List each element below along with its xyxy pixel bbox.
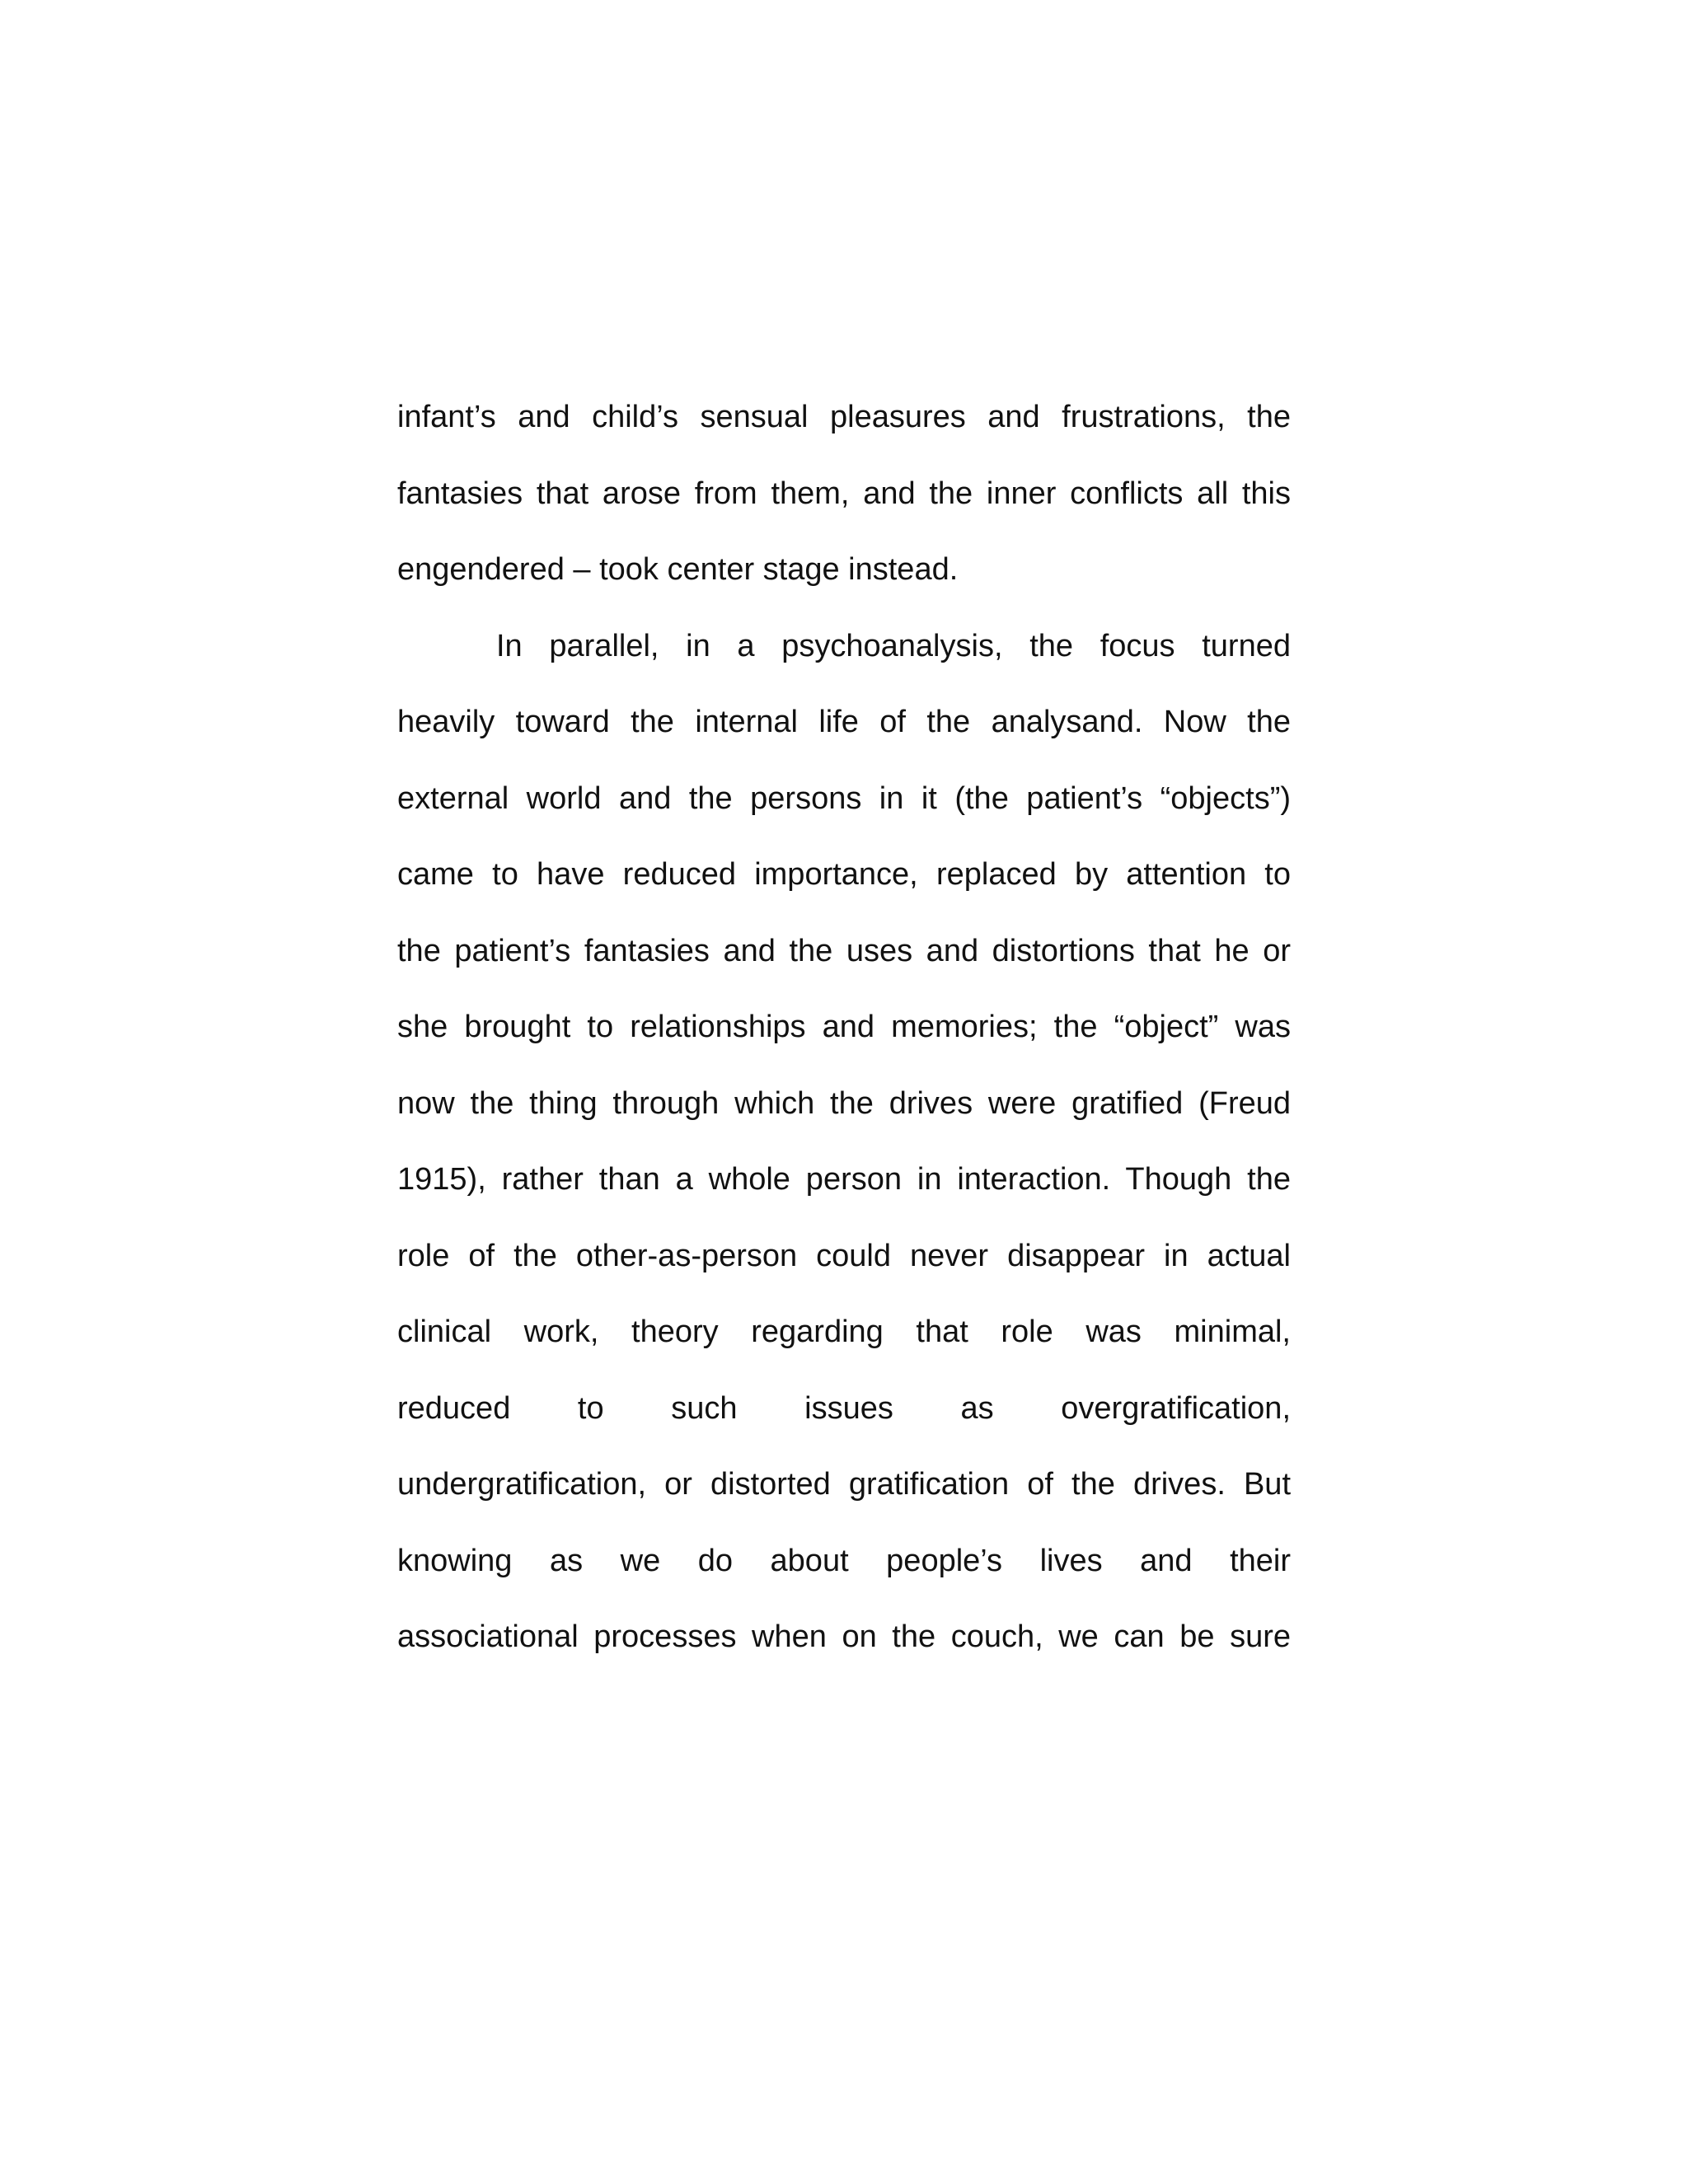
text-line: the patient’s fantasies and the uses and distortions that he or [397,933,1291,968]
text-line: came to have reduced importance, replaced by attention to [397,857,1291,892]
paragraph-1 [397,379,1291,608]
text-line: role of the other-as-person could never disappear in actual [397,1238,1291,1273]
body-text [397,379,1291,1675]
text-line: infant’s and child’s sensual pleasures and frustrations, the [397,400,1291,434]
text-line: engendered – took center stage instead. [397,552,959,587]
text-line: undergratification, or distorted gratification of the drives. But [397,1467,1291,1502]
text-line: clinical work, theory regarding that role was minimal, [397,1315,1291,1349]
text-line: In parallel, in a psychoanalysis, the focus turned [496,628,1291,663]
text-line: now the thing through which the drives were gratified (Freud [397,1085,1291,1121]
text-line: heavily toward the internal life of the analysand. Now the [397,705,1291,739]
text-line: 1915), rather than a whole person in interaction. Though the [397,1162,1291,1197]
text-line: fantasies that arose from them, and the inner conflicts all this [397,476,1291,511]
text-line: associational processes when on the couch, we can be sure [397,1619,1291,1654]
text-line: knowing as we do about people’s lives and their [397,1543,1291,1578]
text-line: external world and the persons in it (the patient’s “objects”) [397,780,1291,816]
text-line: reduced to such issues as overgratification, [397,1390,1291,1426]
text-line: she brought to relationships and memories; the “object” was [397,1010,1291,1044]
paragraph-2 [397,608,1291,1675]
